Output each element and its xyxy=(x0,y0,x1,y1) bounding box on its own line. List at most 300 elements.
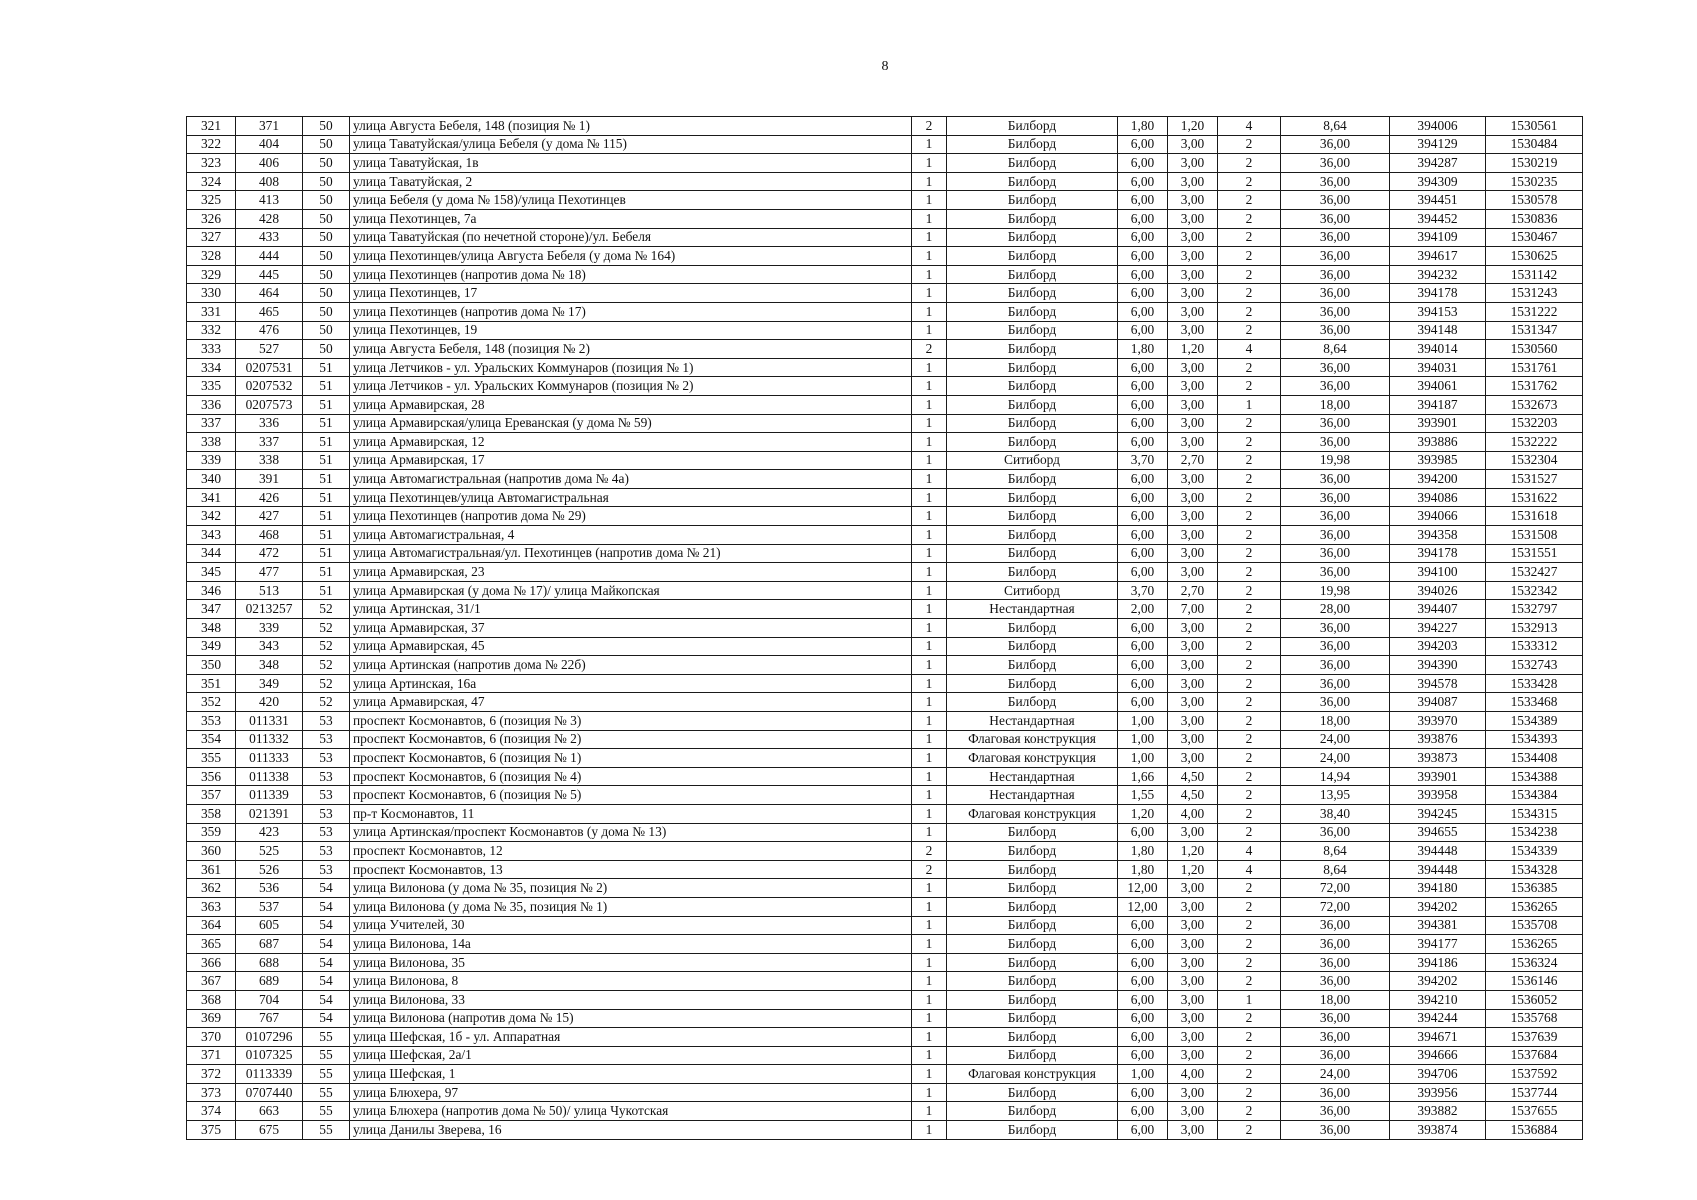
cell-row-number: 370 xyxy=(187,1028,236,1047)
cell-coord-x: 394100 xyxy=(1390,563,1486,582)
cell-object-code: 337 xyxy=(236,433,303,452)
cell-construction-type: Билборд xyxy=(947,433,1118,452)
cell-area: 18,00 xyxy=(1281,395,1390,414)
cell-coord-y: 1531527 xyxy=(1486,470,1583,489)
cell-width: 6,00 xyxy=(1118,433,1168,452)
cell-row-number: 359 xyxy=(187,823,236,842)
cell-coord-y: 1533312 xyxy=(1486,637,1583,656)
cell-district-code: 55 xyxy=(303,1083,350,1102)
cell-address: улица Автомагистральная, 4 xyxy=(350,526,912,545)
cell-object-code: 021391 xyxy=(236,804,303,823)
cell-district-code: 54 xyxy=(303,916,350,935)
cell-address: улица Таватуйская/улица Бебеля (у дома № 115) xyxy=(350,135,912,154)
cell-faces: 4 xyxy=(1218,842,1281,861)
cell-object-code: 472 xyxy=(236,544,303,563)
cell-district-code: 52 xyxy=(303,693,350,712)
cell-area: 36,00 xyxy=(1281,916,1390,935)
cell-row-number: 365 xyxy=(187,935,236,954)
cell-area: 36,00 xyxy=(1281,414,1390,433)
cell-width: 6,00 xyxy=(1118,377,1168,396)
cell-faces: 2 xyxy=(1218,897,1281,916)
cell-coord-x: 394452 xyxy=(1390,209,1486,228)
cell-construction-type: Билборд xyxy=(947,953,1118,972)
cell-sides-count: 1 xyxy=(912,712,947,731)
table-row xyxy=(187,265,1583,284)
cell-address: улица Армавирская, 28 xyxy=(350,395,912,414)
cell-coord-x: 394177 xyxy=(1390,935,1486,954)
cell-coord-y: 1536385 xyxy=(1486,879,1583,898)
cell-height: 3,00 xyxy=(1168,209,1218,228)
cell-faces: 2 xyxy=(1218,674,1281,693)
cell-row-number: 352 xyxy=(187,693,236,712)
cell-row-number: 357 xyxy=(187,786,236,805)
cell-coord-y: 1535768 xyxy=(1486,1009,1583,1028)
table-row xyxy=(187,935,1583,954)
cell-width: 6,00 xyxy=(1118,693,1168,712)
cell-sides-count: 1 xyxy=(912,879,947,898)
cell-row-number: 321 xyxy=(187,117,236,136)
cell-width: 1,00 xyxy=(1118,749,1168,768)
table-row xyxy=(187,433,1583,452)
cell-faces: 2 xyxy=(1218,228,1281,247)
cell-coord-y: 1531551 xyxy=(1486,544,1583,563)
table-row xyxy=(187,1102,1583,1121)
cell-row-number: 358 xyxy=(187,804,236,823)
cell-width: 1,66 xyxy=(1118,767,1168,786)
cell-area: 36,00 xyxy=(1281,563,1390,582)
cell-sides-count: 1 xyxy=(912,749,947,768)
cell-coord-y: 1530561 xyxy=(1486,117,1583,136)
cell-area: 36,00 xyxy=(1281,377,1390,396)
cell-width: 6,00 xyxy=(1118,284,1168,303)
cell-height: 3,00 xyxy=(1168,674,1218,693)
cell-construction-type: Билборд xyxy=(947,674,1118,693)
table-row xyxy=(187,823,1583,842)
cell-area: 24,00 xyxy=(1281,1065,1390,1084)
cell-object-code: 0707440 xyxy=(236,1083,303,1102)
cell-object-code: 011331 xyxy=(236,712,303,731)
cell-district-code: 51 xyxy=(303,507,350,526)
cell-district-code: 51 xyxy=(303,377,350,396)
cell-district-code: 52 xyxy=(303,619,350,638)
cell-object-code: 0113339 xyxy=(236,1065,303,1084)
cell-row-number: 355 xyxy=(187,749,236,768)
cell-height: 3,00 xyxy=(1168,172,1218,191)
cell-coord-x: 394153 xyxy=(1390,302,1486,321)
cell-construction-type: Билборд xyxy=(947,488,1118,507)
cell-height: 3,00 xyxy=(1168,395,1218,414)
table-row xyxy=(187,916,1583,935)
cell-row-number: 335 xyxy=(187,377,236,396)
cell-district-code: 51 xyxy=(303,451,350,470)
cell-address: улица Шефская, 2а/1 xyxy=(350,1046,912,1065)
cell-width: 6,00 xyxy=(1118,395,1168,414)
cell-faces: 2 xyxy=(1218,321,1281,340)
cell-width: 6,00 xyxy=(1118,209,1168,228)
cell-construction-type: Билборд xyxy=(947,1046,1118,1065)
cell-construction-type: Флаговая конструкция xyxy=(947,730,1118,749)
cell-faces: 2 xyxy=(1218,767,1281,786)
cell-area: 28,00 xyxy=(1281,600,1390,619)
cell-faces: 2 xyxy=(1218,916,1281,935)
cell-row-number: 340 xyxy=(187,470,236,489)
cell-district-code: 52 xyxy=(303,637,350,656)
cell-width: 6,00 xyxy=(1118,1009,1168,1028)
cell-faces: 2 xyxy=(1218,247,1281,266)
table-row xyxy=(187,1028,1583,1047)
cell-address: улица Автомагистральная/ул. Пехотинцев (напротив дома № 21) xyxy=(350,544,912,563)
cell-area: 36,00 xyxy=(1281,1121,1390,1140)
cell-district-code: 53 xyxy=(303,860,350,879)
cell-construction-type: Билборд xyxy=(947,1009,1118,1028)
cell-width: 2,00 xyxy=(1118,600,1168,619)
table-row xyxy=(187,767,1583,786)
cell-height: 3,00 xyxy=(1168,433,1218,452)
cell-coord-x: 393886 xyxy=(1390,433,1486,452)
cell-row-number: 375 xyxy=(187,1121,236,1140)
cell-construction-type: Билборд xyxy=(947,340,1118,359)
cell-height: 3,00 xyxy=(1168,191,1218,210)
cell-district-code: 50 xyxy=(303,117,350,136)
table-row xyxy=(187,972,1583,991)
cell-coord-y: 1530560 xyxy=(1486,340,1583,359)
cell-construction-type: Билборд xyxy=(947,247,1118,266)
cell-construction-type: Билборд xyxy=(947,209,1118,228)
cell-height: 1,20 xyxy=(1168,340,1218,359)
cell-height: 3,00 xyxy=(1168,1046,1218,1065)
cell-object-code: 0207531 xyxy=(236,358,303,377)
cell-district-code: 55 xyxy=(303,1046,350,1065)
table-row xyxy=(187,581,1583,600)
table-row xyxy=(187,1009,1583,1028)
cell-width: 1,00 xyxy=(1118,730,1168,749)
cell-area: 36,00 xyxy=(1281,674,1390,693)
cell-address: улица Данилы Зверева, 16 xyxy=(350,1121,912,1140)
cell-coord-y: 1537655 xyxy=(1486,1102,1583,1121)
cell-coord-y: 1534388 xyxy=(1486,767,1583,786)
cell-faces: 2 xyxy=(1218,563,1281,582)
cell-district-code: 50 xyxy=(303,284,350,303)
cell-area: 36,00 xyxy=(1281,544,1390,563)
cell-address: улица Вилонова (у дома № 35, позиция № 2) xyxy=(350,879,912,898)
cell-height: 3,00 xyxy=(1168,712,1218,731)
cell-construction-type: Билборд xyxy=(947,154,1118,173)
cell-row-number: 337 xyxy=(187,414,236,433)
cell-faces: 2 xyxy=(1218,879,1281,898)
cell-width: 1,00 xyxy=(1118,1065,1168,1084)
cell-address: улица Августа Бебеля, 148 (позиция № 2) xyxy=(350,340,912,359)
cell-row-number: 366 xyxy=(187,953,236,972)
cell-faces: 2 xyxy=(1218,730,1281,749)
cell-sides-count: 1 xyxy=(912,916,947,935)
cell-coord-x: 394309 xyxy=(1390,172,1486,191)
cell-width: 6,00 xyxy=(1118,1121,1168,1140)
cell-width: 6,00 xyxy=(1118,1028,1168,1047)
cell-height: 3,00 xyxy=(1168,990,1218,1009)
cell-sides-count: 1 xyxy=(912,1009,947,1028)
cell-address: улица Блюхера (напротив дома № 50)/ улица Чукотская xyxy=(350,1102,912,1121)
cell-area: 36,00 xyxy=(1281,526,1390,545)
cell-width: 6,00 xyxy=(1118,823,1168,842)
cell-sides-count: 1 xyxy=(912,451,947,470)
cell-row-number: 349 xyxy=(187,637,236,656)
cell-height: 3,00 xyxy=(1168,730,1218,749)
cell-height: 1,20 xyxy=(1168,860,1218,879)
cell-district-code: 50 xyxy=(303,154,350,173)
cell-address: улица Вилонова (напротив дома № 15) xyxy=(350,1009,912,1028)
cell-coord-x: 393985 xyxy=(1390,451,1486,470)
cell-sides-count: 1 xyxy=(912,953,947,972)
cell-faces: 2 xyxy=(1218,693,1281,712)
cell-faces: 2 xyxy=(1218,972,1281,991)
cell-district-code: 51 xyxy=(303,526,350,545)
cell-height: 7,00 xyxy=(1168,600,1218,619)
cell-sides-count: 1 xyxy=(912,488,947,507)
cell-coord-y: 1530219 xyxy=(1486,154,1583,173)
cell-area: 19,98 xyxy=(1281,581,1390,600)
cell-faces: 2 xyxy=(1218,953,1281,972)
cell-height: 3,00 xyxy=(1168,488,1218,507)
cell-height: 2,70 xyxy=(1168,581,1218,600)
cell-coord-y: 1531243 xyxy=(1486,284,1583,303)
cell-height: 4,00 xyxy=(1168,804,1218,823)
cell-object-code: 445 xyxy=(236,265,303,284)
cell-faces: 2 xyxy=(1218,637,1281,656)
cell-address: улица Армавирская/улица Ереванская (у дома № 59) xyxy=(350,414,912,433)
cell-address: улица Артинская, 16а xyxy=(350,674,912,693)
cell-object-code: 526 xyxy=(236,860,303,879)
cell-width: 6,00 xyxy=(1118,1046,1168,1065)
cell-sides-count: 1 xyxy=(912,935,947,954)
cell-object-code: 525 xyxy=(236,842,303,861)
cell-faces: 2 xyxy=(1218,712,1281,731)
cell-address: улица Армавирская, 12 xyxy=(350,433,912,452)
cell-row-number: 327 xyxy=(187,228,236,247)
cell-row-number: 326 xyxy=(187,209,236,228)
cell-coord-x: 393873 xyxy=(1390,749,1486,768)
cell-address: улица Вилонова, 14а xyxy=(350,935,912,954)
cell-area: 24,00 xyxy=(1281,730,1390,749)
cell-district-code: 55 xyxy=(303,1102,350,1121)
table-row xyxy=(187,897,1583,916)
cell-coord-y: 1531508 xyxy=(1486,526,1583,545)
cell-coord-x: 394448 xyxy=(1390,842,1486,861)
table-row xyxy=(187,247,1583,266)
cell-coord-x: 394706 xyxy=(1390,1065,1486,1084)
cell-height: 3,00 xyxy=(1168,656,1218,675)
cell-object-code: 406 xyxy=(236,154,303,173)
cell-area: 36,00 xyxy=(1281,135,1390,154)
cell-sides-count: 1 xyxy=(912,358,947,377)
cell-row-number: 354 xyxy=(187,730,236,749)
cell-faces: 2 xyxy=(1218,1028,1281,1047)
cell-address: улица Армавирская, 37 xyxy=(350,619,912,638)
cell-object-code: 408 xyxy=(236,172,303,191)
table-row xyxy=(187,1121,1583,1140)
cell-sides-count: 1 xyxy=(912,265,947,284)
cell-area: 36,00 xyxy=(1281,302,1390,321)
cell-district-code: 54 xyxy=(303,1009,350,1028)
registry-table-body xyxy=(187,117,1583,1140)
cell-district-code: 55 xyxy=(303,1065,350,1084)
table-row xyxy=(187,526,1583,545)
cell-construction-type: Билборд xyxy=(947,1083,1118,1102)
cell-area: 36,00 xyxy=(1281,284,1390,303)
cell-height: 3,00 xyxy=(1168,321,1218,340)
cell-sides-count: 1 xyxy=(912,544,947,563)
cell-address: улица Шефская, 1б - ул. Аппаратная xyxy=(350,1028,912,1047)
cell-district-code: 55 xyxy=(303,1121,350,1140)
cell-faces: 2 xyxy=(1218,284,1281,303)
cell-coord-x: 394087 xyxy=(1390,693,1486,712)
cell-coord-x: 394244 xyxy=(1390,1009,1486,1028)
cell-address: улица Армавирская, 47 xyxy=(350,693,912,712)
cell-object-code: 433 xyxy=(236,228,303,247)
cell-coord-y: 1536052 xyxy=(1486,990,1583,1009)
cell-district-code: 50 xyxy=(303,172,350,191)
cell-coord-x: 394186 xyxy=(1390,953,1486,972)
cell-sides-count: 1 xyxy=(912,1102,947,1121)
cell-sides-count: 2 xyxy=(912,340,947,359)
cell-district-code: 50 xyxy=(303,135,350,154)
cell-object-code: 349 xyxy=(236,674,303,693)
cell-coord-y: 1531761 xyxy=(1486,358,1583,377)
cell-district-code: 53 xyxy=(303,823,350,842)
cell-width: 6,00 xyxy=(1118,191,1168,210)
cell-width: 6,00 xyxy=(1118,414,1168,433)
cell-coord-y: 1536324 xyxy=(1486,953,1583,972)
cell-address: улица Учителей, 30 xyxy=(350,916,912,935)
cell-sides-count: 1 xyxy=(912,656,947,675)
cell-coord-y: 1535708 xyxy=(1486,916,1583,935)
cell-width: 6,00 xyxy=(1118,526,1168,545)
cell-coord-x: 393882 xyxy=(1390,1102,1486,1121)
cell-coord-x: 393874 xyxy=(1390,1121,1486,1140)
cell-district-code: 51 xyxy=(303,470,350,489)
cell-row-number: 344 xyxy=(187,544,236,563)
cell-address: проспект Космонавтов, 13 xyxy=(350,860,912,879)
registry-table xyxy=(186,116,1583,1140)
cell-width: 3,70 xyxy=(1118,451,1168,470)
cell-construction-type: Билборд xyxy=(947,842,1118,861)
cell-faces: 2 xyxy=(1218,507,1281,526)
cell-row-number: 374 xyxy=(187,1102,236,1121)
cell-faces: 2 xyxy=(1218,135,1281,154)
cell-faces: 2 xyxy=(1218,619,1281,638)
cell-row-number: 367 xyxy=(187,972,236,991)
table-row xyxy=(187,693,1583,712)
cell-height: 3,00 xyxy=(1168,526,1218,545)
cell-height: 3,00 xyxy=(1168,637,1218,656)
cell-coord-x: 394358 xyxy=(1390,526,1486,545)
cell-width: 6,00 xyxy=(1118,544,1168,563)
cell-district-code: 53 xyxy=(303,786,350,805)
cell-faces: 2 xyxy=(1218,154,1281,173)
cell-width: 6,00 xyxy=(1118,637,1168,656)
cell-height: 3,00 xyxy=(1168,563,1218,582)
cell-row-number: 331 xyxy=(187,302,236,321)
cell-sides-count: 1 xyxy=(912,414,947,433)
cell-faces: 2 xyxy=(1218,786,1281,805)
cell-area: 36,00 xyxy=(1281,823,1390,842)
cell-coord-x: 394202 xyxy=(1390,897,1486,916)
cell-coord-x: 394671 xyxy=(1390,1028,1486,1047)
cell-construction-type: Билборд xyxy=(947,135,1118,154)
cell-area: 36,00 xyxy=(1281,637,1390,656)
cell-height: 1,20 xyxy=(1168,842,1218,861)
cell-address: улица Бебеля (у дома № 158)/улица Пехотинцев xyxy=(350,191,912,210)
cell-coord-x: 394061 xyxy=(1390,377,1486,396)
cell-construction-type: Билборд xyxy=(947,972,1118,991)
cell-address: улица Пехотинцев/улица Августа Бебеля (у дома № 164) xyxy=(350,247,912,266)
cell-object-code: 011339 xyxy=(236,786,303,805)
cell-faces: 2 xyxy=(1218,433,1281,452)
cell-row-number: 356 xyxy=(187,767,236,786)
cell-sides-count: 1 xyxy=(912,581,947,600)
cell-row-number: 336 xyxy=(187,395,236,414)
cell-coord-y: 1537639 xyxy=(1486,1028,1583,1047)
table-row xyxy=(187,619,1583,638)
cell-construction-type: Билборд xyxy=(947,823,1118,842)
cell-row-number: 372 xyxy=(187,1065,236,1084)
table-row xyxy=(187,358,1583,377)
cell-area: 36,00 xyxy=(1281,619,1390,638)
cell-district-code: 54 xyxy=(303,990,350,1009)
cell-object-code: 527 xyxy=(236,340,303,359)
cell-area: 36,00 xyxy=(1281,693,1390,712)
cell-coord-y: 1533428 xyxy=(1486,674,1583,693)
cell-object-code: 0107325 xyxy=(236,1046,303,1065)
cell-width: 6,00 xyxy=(1118,953,1168,972)
cell-district-code: 51 xyxy=(303,414,350,433)
cell-address: улица Артинская (напротив дома № 22б) xyxy=(350,656,912,675)
cell-district-code: 52 xyxy=(303,600,350,619)
cell-coord-x: 394014 xyxy=(1390,340,1486,359)
cell-district-code: 53 xyxy=(303,712,350,731)
cell-height: 3,00 xyxy=(1168,823,1218,842)
table-row xyxy=(187,191,1583,210)
table-row xyxy=(187,637,1583,656)
cell-construction-type: Билборд xyxy=(947,879,1118,898)
cell-coord-x: 394210 xyxy=(1390,990,1486,1009)
cell-coord-x: 394381 xyxy=(1390,916,1486,935)
table-row xyxy=(187,488,1583,507)
table-row xyxy=(187,340,1583,359)
cell-coord-x: 394232 xyxy=(1390,265,1486,284)
cell-area: 36,00 xyxy=(1281,470,1390,489)
cell-district-code: 50 xyxy=(303,228,350,247)
cell-area: 8,64 xyxy=(1281,117,1390,136)
cell-width: 6,00 xyxy=(1118,916,1168,935)
cell-row-number: 347 xyxy=(187,600,236,619)
cell-address: проспект Космонавтов, 12 xyxy=(350,842,912,861)
cell-district-code: 50 xyxy=(303,247,350,266)
cell-address: улица Пехотинцев, 7а xyxy=(350,209,912,228)
cell-sides-count: 1 xyxy=(912,1083,947,1102)
cell-sides-count: 1 xyxy=(912,619,947,638)
cell-faces: 2 xyxy=(1218,1121,1281,1140)
cell-district-code: 50 xyxy=(303,265,350,284)
cell-district-code: 54 xyxy=(303,953,350,972)
cell-faces: 4 xyxy=(1218,860,1281,879)
cell-faces: 4 xyxy=(1218,117,1281,136)
cell-area: 36,00 xyxy=(1281,1083,1390,1102)
cell-area: 36,00 xyxy=(1281,507,1390,526)
cell-height: 3,00 xyxy=(1168,749,1218,768)
cell-faces: 1 xyxy=(1218,395,1281,414)
cell-faces: 4 xyxy=(1218,340,1281,359)
cell-construction-type: Билборд xyxy=(947,526,1118,545)
